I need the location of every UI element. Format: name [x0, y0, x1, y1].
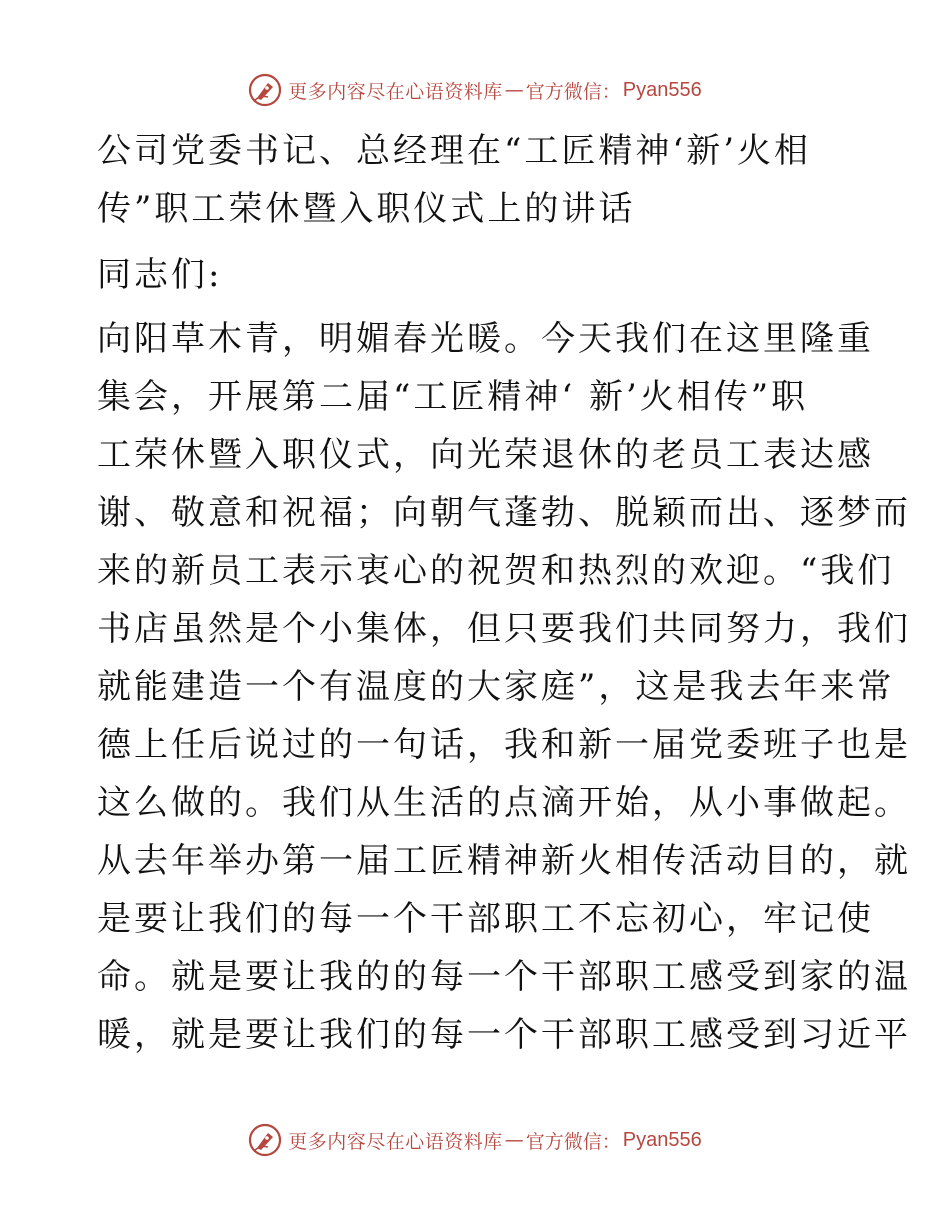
- wechat-id: Pyan556: [622, 1128, 702, 1151]
- pen-nib-logo: [248, 73, 282, 107]
- body-line: 从去年举办第一届工匠精神新火相传活动目的，就: [97, 841, 911, 881]
- body-line: 就能建造一个有温度的大家庭”，这是我去年来常: [97, 667, 895, 707]
- body-line: 命。就是要让我的的每一个干部职工感受到家的温: [97, 957, 911, 997]
- body-line: 书店虽然是个小集体，但只要我们共同努力，我们: [97, 609, 911, 649]
- body-line: 向阳草木青，明媚春光暖。今天我们在这里隆重: [97, 319, 874, 359]
- banner-separator: —: [504, 79, 524, 101]
- wechat-id: Pyan556: [622, 78, 702, 101]
- wechat-label: 官方微信：: [525, 80, 621, 103]
- body-line: 这么做的。我们从生活的点滴开始，从小事做起。: [97, 783, 911, 823]
- body-line: 来的新员工表示衷心的祝贺和热烈的欢迎。“我们: [97, 551, 895, 591]
- body-line: 德上任后说过的一句话，我和新一届党委班子也是: [97, 725, 911, 765]
- body-paragraph: [97, 310, 911, 1064]
- title-line: 传”职工荣休暨入职仪式上的讲话: [97, 189, 636, 229]
- document-body: [97, 122, 911, 1064]
- brand-text: 更多内容尽在心语资料库: [288, 1130, 503, 1153]
- pen-nib-logo: [248, 1123, 282, 1157]
- header-watermark-banner: [0, 70, 950, 110]
- body-line: 工荣休暨入职仪式，向光荣退休的老员工表达感: [97, 435, 874, 475]
- brand-text: 更多内容尽在心语资料库: [288, 80, 503, 103]
- wechat-label: 官方微信：: [525, 1130, 621, 1153]
- body-line: 谢、敬意和祝福；向朝气蓬勃、脱颖而出、逐梦而: [97, 493, 911, 533]
- banner-separator: —: [504, 1129, 524, 1151]
- greeting: 同志们:: [97, 255, 223, 295]
- body-line: 是要让我们的每一个干部职工不忘初心，牢记使: [97, 899, 874, 939]
- title-line: 公司党委书记、总经理在“工匠精神‘新’火相: [97, 131, 811, 171]
- body-line: 集会，开展第二届“工匠精神‘ 新’火相传”职: [97, 377, 809, 417]
- footer-watermark-banner: [0, 1120, 950, 1160]
- document-title: [97, 122, 857, 238]
- body-line: 暖，就是要让我们的每一个干部职工感受到习近平: [97, 1015, 911, 1055]
